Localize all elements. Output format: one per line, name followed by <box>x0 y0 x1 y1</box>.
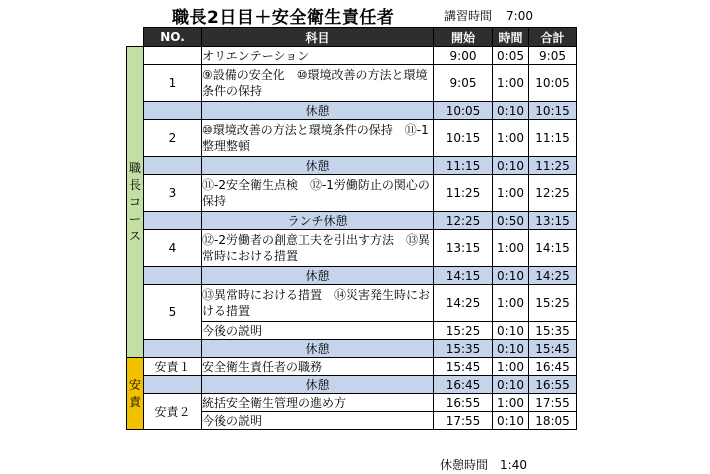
row-start: 12:25 <box>434 212 493 230</box>
row-duration: 0:10 <box>493 376 529 394</box>
row-start: 11:25 <box>434 175 493 212</box>
row-duration: 0:50 <box>493 212 529 230</box>
row-subject: ⑪-2安全衛生点検 ⑫-1労働防止の関心の保持 <box>202 175 434 212</box>
row-total: 16:45 <box>529 358 577 376</box>
row-no: 3 <box>144 175 202 212</box>
break-total <box>440 456 527 473</box>
break-row <box>127 376 577 394</box>
lecture-time-label: 講習時間 <box>444 9 493 23</box>
row-total: 15:35 <box>529 322 577 340</box>
row-duration: 0:10 <box>493 412 529 430</box>
row-subject: ⑨設備の安全化 ⑩環境改善の方法と環境条件の保持 <box>202 65 434 102</box>
row-start: 10:05 <box>434 102 493 120</box>
break-row <box>127 102 577 120</box>
row-subject: ⑫-2労働者の創意工夫を引出す方法 ⑬異常時における措置 <box>202 230 434 267</box>
row-duration: 1:00 <box>493 358 529 376</box>
row-start: 17:55 <box>434 412 493 430</box>
row-total: 12:25 <box>529 175 577 212</box>
row-start: 15:45 <box>434 358 493 376</box>
row-duration: 1:00 <box>493 230 529 267</box>
row-total: 16:55 <box>529 376 577 394</box>
row-total: 15:25 <box>529 285 577 322</box>
row-no: 1 <box>144 65 202 102</box>
row-duration: 1:00 <box>493 285 529 322</box>
schedule-row <box>127 394 577 412</box>
row-no <box>144 340 202 358</box>
row-start: 10:15 <box>434 120 493 157</box>
row-total: 9:05 <box>529 47 577 65</box>
row-no <box>144 102 202 120</box>
header-subject: 科目 <box>202 28 434 47</box>
schedule-row <box>127 358 577 376</box>
row-subject: 統括安全衛生管理の進め方 <box>202 394 434 412</box>
row-start: 9:05 <box>434 65 493 102</box>
row-duration: 1:00 <box>493 120 529 157</box>
row-no: 2 <box>144 120 202 157</box>
row-start: 9:00 <box>434 47 493 65</box>
row-subject: 休憩 <box>202 340 434 358</box>
row-total: 10:15 <box>529 102 577 120</box>
row-duration: 0:10 <box>493 267 529 285</box>
break-row <box>127 212 577 230</box>
row-duration: 1:00 <box>493 65 529 102</box>
row-start: 15:35 <box>434 340 493 358</box>
row-total: 14:25 <box>529 267 577 285</box>
row-duration: 0:10 <box>493 102 529 120</box>
row-start: 16:55 <box>434 394 493 412</box>
row-no <box>144 212 202 230</box>
row-no <box>144 376 202 394</box>
header-total: 合計 <box>529 28 577 47</box>
group-label-anseki: 安 責 <box>127 358 144 430</box>
row-subject: 今後の説明 <box>202 322 434 340</box>
schedule-row <box>127 47 577 65</box>
row-duration: 0:10 <box>493 322 529 340</box>
row-total: 11:15 <box>529 120 577 157</box>
row-duration: 0:10 <box>493 157 529 175</box>
break-row <box>127 157 577 175</box>
break-row <box>127 340 577 358</box>
row-subject: 休憩 <box>202 267 434 285</box>
row-start: 16:45 <box>434 376 493 394</box>
row-start: 11:15 <box>434 157 493 175</box>
header-start: 開始 <box>434 28 493 47</box>
row-duration: 1:00 <box>493 394 529 412</box>
row-total: 13:15 <box>529 212 577 230</box>
row-subject: ⑬異常時における措置 ⑭災害発生時における措置 <box>202 285 434 322</box>
schedule-row <box>127 285 577 322</box>
lecture-time <box>444 7 533 24</box>
row-start: 13:15 <box>434 230 493 267</box>
row-total: 17:55 <box>529 394 577 412</box>
row-no: 5 <box>144 285 202 340</box>
row-start: 14:25 <box>434 285 493 322</box>
row-subject: 休憩 <box>202 376 434 394</box>
lecture-time-value: 7:00 <box>506 9 533 23</box>
schedule-row <box>127 175 577 212</box>
row-subject: 休憩 <box>202 157 434 175</box>
row-total: 10:05 <box>529 65 577 102</box>
page-title: 職長2日目＋安全衛生責任者 <box>172 8 395 28</box>
header-row <box>127 28 577 47</box>
schedule-row <box>127 120 577 157</box>
row-total: 14:15 <box>529 230 577 267</box>
header-no: NO. <box>144 28 202 47</box>
row-subject: ⑩環境改善の方法と環境条件の保持 ⑪-1整理整頓 <box>202 120 434 157</box>
row-subject: 安全衛生責任者の職務 <box>202 358 434 376</box>
row-no: 安責２ <box>144 394 202 430</box>
row-total: 15:45 <box>529 340 577 358</box>
row-start: 15:25 <box>434 322 493 340</box>
row-start: 14:15 <box>434 267 493 285</box>
schedule-table <box>126 27 577 430</box>
row-subject: ランチ休憩 <box>202 212 434 230</box>
header-duration: 時間 <box>493 28 529 47</box>
row-total: 18:05 <box>529 412 577 430</box>
schedule-row <box>127 230 577 267</box>
break-total-label: 休憩時間 <box>440 458 489 472</box>
break-total-value: 1:40 <box>500 458 527 472</box>
schedule-row <box>127 65 577 102</box>
row-subject: オリエンテーション <box>202 47 434 65</box>
row-duration: 1:00 <box>493 175 529 212</box>
row-no: 4 <box>144 230 202 267</box>
group-label-shokucho: 職 長 コ ー ス <box>127 47 144 358</box>
row-no <box>144 47 202 65</box>
break-row <box>127 267 577 285</box>
row-duration: 0:10 <box>493 340 529 358</box>
row-duration: 0:05 <box>493 47 529 65</box>
row-no <box>144 157 202 175</box>
row-no <box>144 267 202 285</box>
row-subject: 休憩 <box>202 102 434 120</box>
row-no: 安責１ <box>144 358 202 376</box>
row-total: 11:25 <box>529 157 577 175</box>
header-blank <box>127 28 144 47</box>
row-subject: 今後の説明 <box>202 412 434 430</box>
